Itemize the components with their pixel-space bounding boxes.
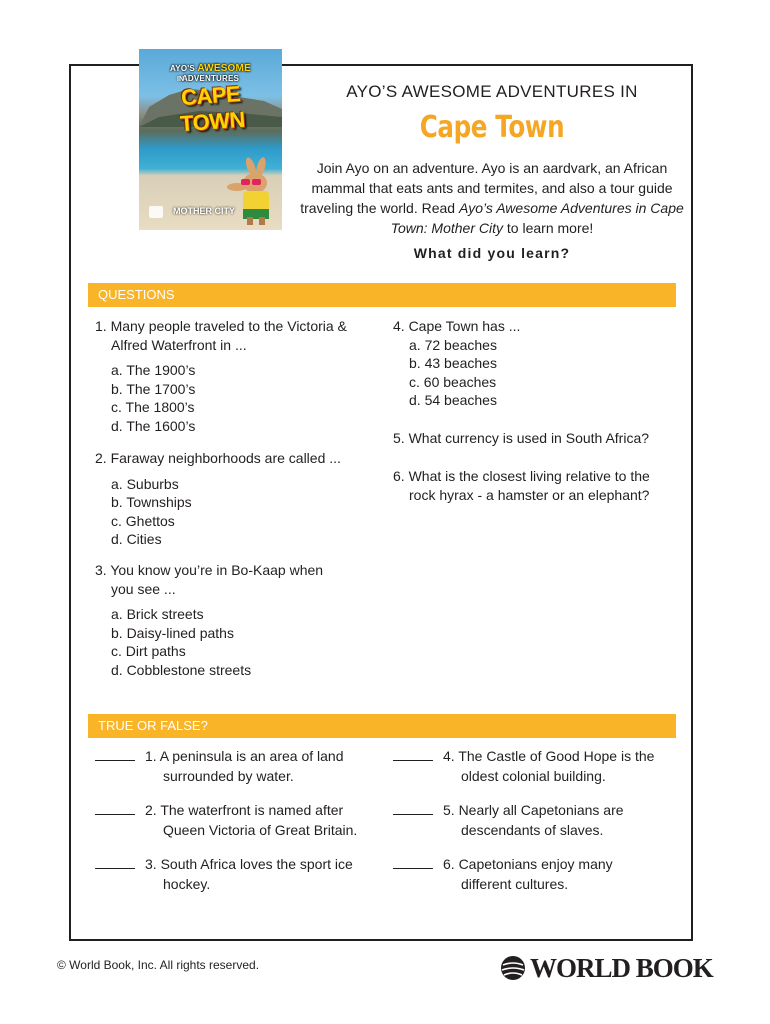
true-false-heading: TRUE OR FALSE? — [88, 714, 676, 738]
question-2: 2. Faraway neighborhoods are called ... a. Suburbs b. Townships c. Ghettos d. Cities — [95, 449, 385, 549]
answer-option: a. 72 beaches — [409, 336, 497, 353]
answer-blank[interactable] — [393, 855, 433, 869]
book-cover-image — [139, 49, 282, 230]
answer-option: b. The 1700’s — [111, 380, 196, 397]
answer-option: a. The 1900’s — [111, 362, 196, 378]
question-3: 3. You know you’re in Bo-Kaap when you see ... a. Brick streets b. Daisy-lined paths c. Dirt paths d. Cobblestone streets — [95, 561, 385, 679]
answer-option: d. 54 beaches — [409, 392, 497, 408]
answer-option: d. Cobblestone streets — [111, 661, 252, 678]
brand-name: WORLD BOOK — [530, 952, 713, 983]
cover-subtitle: MOTHER CITY — [173, 206, 235, 216]
question-5: 5. What currency is used in South Africa? — [393, 430, 650, 446]
answer-option: d. The 1600’s — [111, 417, 196, 434]
answer-option: b. Daisy-lined paths — [111, 624, 234, 641]
answer-option: b. 43 beaches — [409, 355, 497, 371]
cover-in: IN — [177, 76, 184, 83]
answer-blank[interactable] — [95, 801, 135, 815]
globe-icon — [500, 955, 526, 981]
publisher-logo-icon — [149, 206, 163, 218]
answer-option: a. Suburbs — [111, 475, 179, 492]
answer-option: c. Dirt paths — [111, 643, 186, 659]
questions-heading: QUESTIONS — [88, 283, 676, 307]
cover-series-line: AYO'S AWESOME ADVENTURES — [170, 63, 251, 83]
answer-option: b. Townships — [111, 494, 192, 510]
answer-option: c. 60 beaches — [409, 373, 497, 390]
question-6: 6. What is the closest living relative to the rock hyrax - a hamster or an elephant? — [393, 468, 650, 503]
answer-option: c. Ghettos — [111, 512, 175, 529]
question-1: 1. Many people traveled to the Victoria & Alfred Waterfront in ... a. The 1900’s b. The 1700’s c. The 1800’s d. The 1600’s — [95, 317, 385, 435]
answer-option: d. Cities — [111, 531, 162, 547]
cover-title: CAPE TOWN — [179, 81, 246, 137]
answer-option: a. Brick streets — [111, 606, 204, 622]
world-book-logo — [500, 953, 713, 983]
answer-blank[interactable] — [95, 747, 135, 761]
copyright-notice: © World Book, Inc. All rights reserved. — [57, 958, 260, 972]
answer-option: c. The 1800’s — [111, 399, 195, 415]
answer-blank[interactable] — [393, 747, 433, 761]
section-prompt: What did you learn? — [413, 245, 571, 261]
question-4: 4. Cape Town has ... a. 72 beaches b. 43 beaches c. 60 beaches d. 54 beaches — [393, 317, 678, 410]
book-title: Cape Town — [419, 110, 565, 145]
book-description: Join Ayo on an adventure. Ayo is an aardvark, an African mammal that eats ants and termites, and also a tour guide traveling the world. Read Ayo’s Awesome Adventures in Cape Town: Mother City to learn more! — [300, 160, 684, 236]
answer-blank[interactable] — [393, 801, 433, 815]
answer-blank[interactable] — [95, 855, 135, 869]
series-title: AYO’S AWESOME ADVENTURES IN — [346, 82, 638, 101]
